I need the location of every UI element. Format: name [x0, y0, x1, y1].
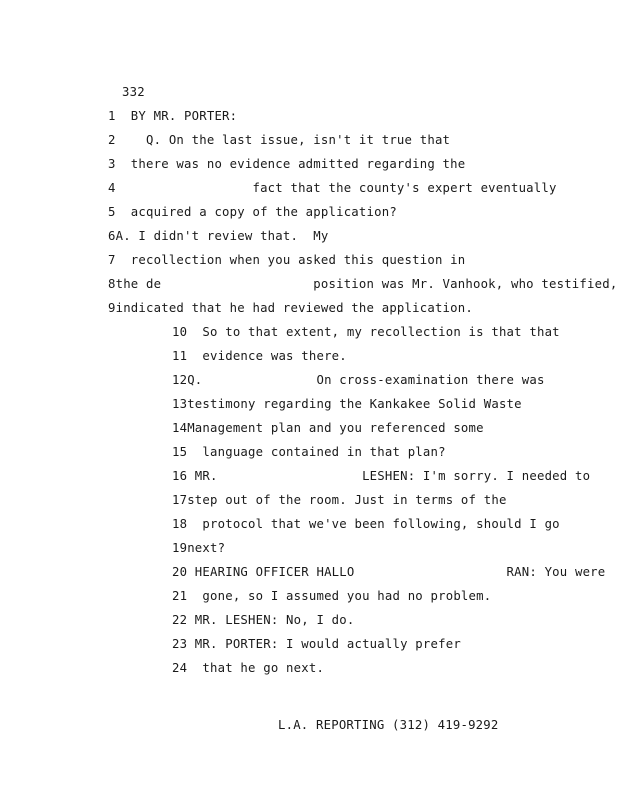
- transcript-line: 18 protocol that we've been following, should I go: [172, 517, 560, 531]
- transcript-line: 7 recollection when you asked this question in: [108, 253, 466, 267]
- transcript-line: 22 MR. LESHEN: No, I do.: [172, 613, 355, 627]
- transcript-line: 12Q. On cross-examination there was: [172, 373, 545, 387]
- transcript-line: 1 BY MR. PORTER:: [108, 109, 238, 123]
- transcript-line: 9indicated that he had reviewed the application.: [108, 301, 473, 315]
- transcript-line: 2 Q. On the last issue, isn't it true that: [108, 133, 451, 147]
- transcript-line: 19next?: [172, 541, 226, 555]
- transcript-line: 4 fact that the county's expert eventually: [108, 181, 557, 195]
- page-number: 332: [122, 85, 145, 99]
- transcript-line: 16 MR. LESHEN: I'm sorry. I needed to: [172, 469, 591, 483]
- reporter-footer: L.A. REPORTING (312) 419-9292: [278, 718, 499, 732]
- transcript-line: 14Management plan and you referenced some: [172, 421, 484, 435]
- transcript-line: 21 gone, so I assumed you had no problem.: [172, 589, 492, 603]
- transcript-line: 17step out of the room. Just in terms of the: [172, 493, 507, 507]
- transcript-line: 8the de position was Mr. Vanhook, who testified,: [108, 277, 618, 291]
- transcript-line: 13testimony regarding the Kankakee Solid Waste: [172, 397, 522, 411]
- transcript-line: 24 that he go next.: [172, 661, 325, 675]
- transcript-line: 15 language contained in that plan?: [172, 445, 446, 459]
- transcript-line: 11 evidence was there.: [172, 349, 347, 363]
- transcript-line: 3 there was no evidence admitted regarding the: [108, 157, 466, 171]
- transcript-line: 5 acquired a copy of the application?: [108, 205, 397, 219]
- transcript-line: 20 HEARING OFFICER HALLO RAN: You were: [172, 565, 606, 579]
- transcript-line: 23 MR. PORTER: I would actually prefer: [172, 637, 461, 651]
- transcript-line: 10 So to that extent, my recollection is that that: [172, 325, 560, 339]
- transcript-line: 6A. I didn't review that. My: [108, 229, 329, 243]
